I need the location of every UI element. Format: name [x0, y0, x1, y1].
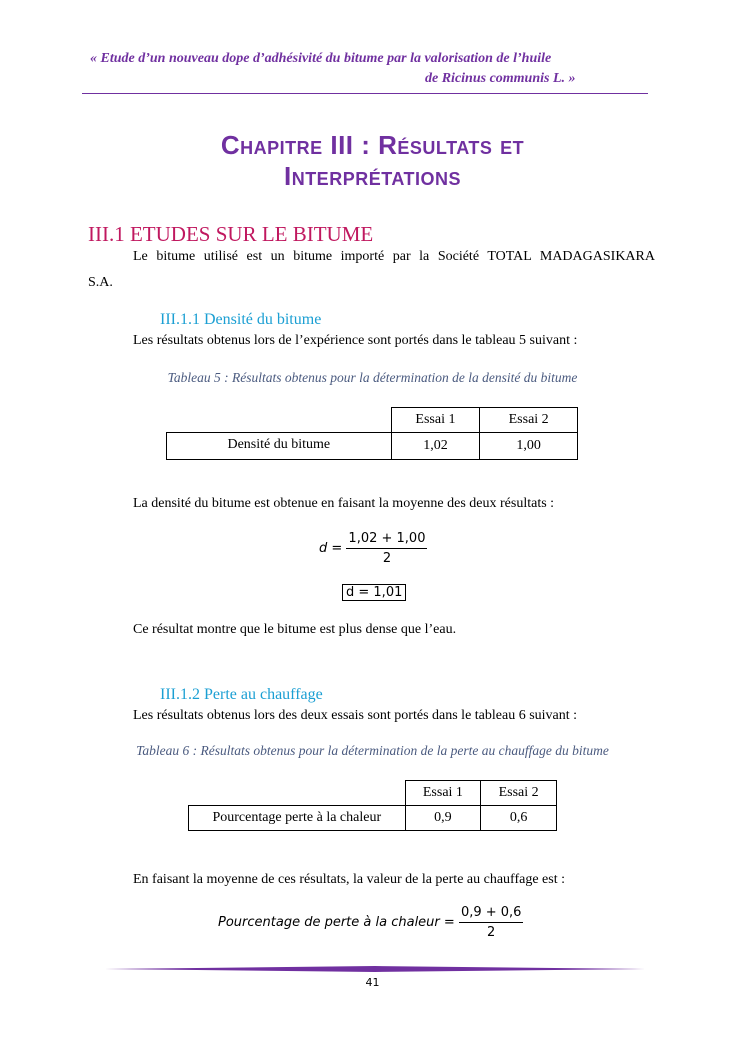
equation-numerator: 0,9 + 0,6	[459, 905, 524, 923]
equation-lhs: Pourcentage de perte à la chaleur =	[218, 915, 455, 930]
equation-denominator: 2	[487, 925, 496, 940]
equation-fraction	[459, 905, 524, 940]
table5	[166, 407, 578, 460]
density-text: Les résultats obtenus lors de l’expérience sont portés dans le tableau 5 suivant :	[133, 333, 578, 348]
section-intro-line1: Le bitume utilisé est un bitume importé par la Société TOTAL MADAGASIKARA	[133, 249, 655, 264]
table5-caption: Tableau 5 : Résultats obtenus pour la détermination de la densité du bitume	[167, 370, 578, 385]
section-heading: III.1 ETUDES SUR LE BITUME	[88, 222, 374, 246]
table-row	[189, 781, 557, 806]
table-cell-empty	[189, 781, 406, 806]
table-header-cell: Essai 2	[480, 408, 578, 433]
table6-caption: Tableau 6 : Résultats obtenus pour la détermination de la perte au chauffage du bitume	[136, 743, 609, 758]
density-result	[342, 585, 406, 600]
table-row-label: Pourcentage perte à la chaleur	[189, 806, 406, 831]
running-header-line1: « Etude d’un nouveau dope d’adhésivité du bitume par la valorisation de l’huile	[90, 51, 552, 66]
table-cell-empty	[167, 408, 392, 433]
table-cell: 1,00	[480, 433, 578, 460]
equation-lhs: d =	[319, 541, 343, 556]
chapter-title-line2: Interprétations	[283, 161, 462, 191]
table-row	[189, 806, 557, 831]
density-equation	[319, 531, 427, 566]
table-cell: 0,9	[405, 806, 481, 831]
table6	[188, 780, 557, 831]
subsection-density-heading: III.1.1 Densité du bitume	[160, 311, 322, 328]
section-intro-line2: S.A.	[88, 275, 113, 290]
equation-fraction	[346, 531, 427, 566]
page-number: 41	[365, 976, 380, 989]
density-average-text: La densité du bitume est obtenue en faisant la moyenne des deux résultats :	[133, 496, 555, 511]
heating-loss-text: Les résultats obtenus lors des deux essais sont portés dans le tableau 6 suivant :	[133, 708, 578, 723]
table-cell: 0,6	[481, 806, 557, 831]
density-result-box: d = 1,01	[342, 584, 406, 601]
heating-loss-average-text: En faisant la moyenne de ces résultats, la valeur de la perte au chauffage est :	[133, 872, 565, 887]
running-header-line2: de Ricinus communis L. »	[425, 71, 576, 86]
table-header-cell: Essai 1	[391, 408, 480, 433]
table-header-cell: Essai 2	[481, 781, 557, 806]
equation-numerator: 1,02 + 1,00	[346, 531, 427, 549]
table-row-label: Densité du bitume	[167, 433, 392, 460]
equation-denominator: 2	[382, 551, 392, 566]
subsection-heating-loss-heading: III.1.2 Perte au chauffage	[160, 686, 323, 703]
footer-decorative-line	[105, 966, 645, 972]
table-header-cell: Essai 1	[405, 781, 481, 806]
density-conclusion: Ce résultat montre que le bitume est plus dense que l’eau.	[133, 622, 457, 637]
chapter-title-line1: Chapitre III : Résultats et	[220, 130, 525, 160]
table-row	[167, 408, 578, 433]
table-cell: 1,02	[391, 433, 480, 460]
table-row	[167, 433, 578, 460]
header-rule	[82, 93, 648, 94]
heating-loss-equation	[218, 905, 523, 940]
